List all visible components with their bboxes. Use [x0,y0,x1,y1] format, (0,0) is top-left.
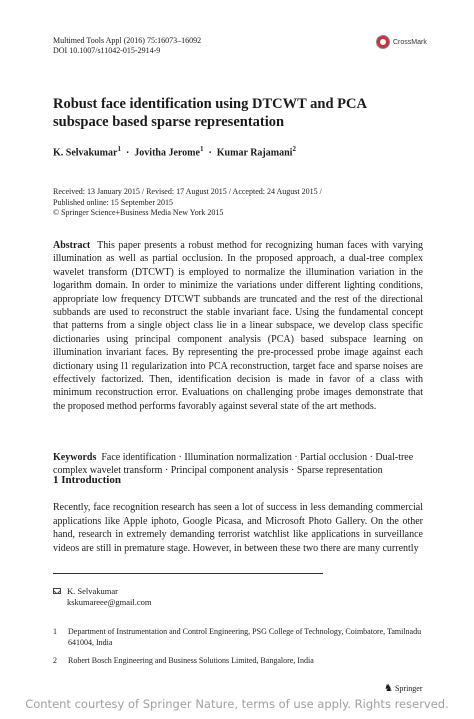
footnote-number: 2 [53,656,57,665]
author-affiliation-mark: 2 [292,145,296,153]
history-dates: Received: 13 January 2015 / Revised: 17 August 2015 / Accepted: 24 August 2015 / [53,187,322,196]
corresponding-author: K. Selvakumar [67,586,118,596]
footnote-number: 1 [53,627,57,636]
author-affiliation-mark: 1 [117,145,121,153]
crossmark-icon [376,35,390,49]
author-list [53,145,296,158]
author-separator: · [123,147,132,159]
footnote-text: Department of Instrumentation and Control Engineering, PSG College of Technology, Coimbatore, Tamilnadu 641004, India [68,627,422,647]
crossmark-label: CrossMark [393,38,427,46]
author-name: Jovitha Jerome [134,147,200,159]
copyright-line: © Springer Science+Business Media New York 2015 [53,208,224,217]
crossmark-badge[interactable] [376,34,436,50]
abstract-label: Abstract [53,240,91,251]
publisher-name: Springer [394,684,423,693]
journal-doi: DOI 10.1007/s11042-015-2914-9 [53,46,161,55]
corresponding-email[interactable]: kskumareee@gmail.com [67,596,152,607]
paper-title: Robust face identification using DTCWT and PCA subspace based sparse representation [53,96,367,130]
publication-history [53,187,322,219]
correspondence-block [53,586,152,607]
courtesy-banner: Content courtesy of Springer Nature, terms of use apply. Rights reserved. [25,697,449,711]
journal-info [53,36,201,56]
abstract-block [53,239,423,413]
publisher-logo [384,683,423,694]
author-name: Kumar Rajamani [216,147,293,159]
keywords-label: Keywords [53,452,97,463]
keywords-text: Face identification · Illumination normalization · Partial occlusion · Dual-tree complex wavelet transform · Principal component analysis · Sparse representation [53,452,414,477]
journal-citation: Multimed Tools Appl (2016) 75:16073–16092 [53,36,202,45]
footnote-divider [53,573,323,574]
author-affiliation-mark: 1 [199,145,204,153]
section-heading: 1 Introduction [53,474,121,486]
introduction-text: Recently, face recognition research has seen a lot of success in less demanding commercial applications like Apple iphoto, Google Picasa, and Microsoft Photo Gallery. On the other hand, research in extremely demanding terrorist watchlist like applications in surveillance videos are still in premature stage. However, in between these two there are many currently [53,502,423,554]
footnote-item [53,656,433,667]
author-name: K. Selvakumar [53,147,118,159]
envelope-icon [53,588,61,594]
author-separator: · [205,147,215,159]
springer-horse-icon: ♞ [384,683,393,694]
footnote-text: Robert Bosch Engineering and Business Solutions Limited, Bangalore, India [68,656,314,665]
abstract-text: This paper presents a robust method for recognizing human faces with varying illumination as well as partial occlusion. In the proposed approach, a dual-tree complex wavelet transform (DTCWT) is employed to normalize the illumination variation in the logarithm domain. In order to minimize the variations under different lighting conditions, appropriate low frequency DTCWT subbands are truncated and the rest of the directional subbands are used to reconstruct the stable invariant face. Using the fundamental concept that patterns from a single object class lie in a linear subspace, we develop class specific dictionaries using principal component analysis (PCA) based subspace learning on illumination invariant faces. By representing the pre-processed probe image against each dictionary using l1 regularization into PCA reconstruction, target face and sparse noises are effectively factorized. Then, identification decision is made in favor of a class with minimum reconstruction error. Evaluations on challenging probe images demonstrate that the proposed method performs favorably against several state of the art methods. [53,240,423,412]
footnote-item [53,627,433,648]
history-published: Published online: 15 September 2015 [53,197,173,207]
